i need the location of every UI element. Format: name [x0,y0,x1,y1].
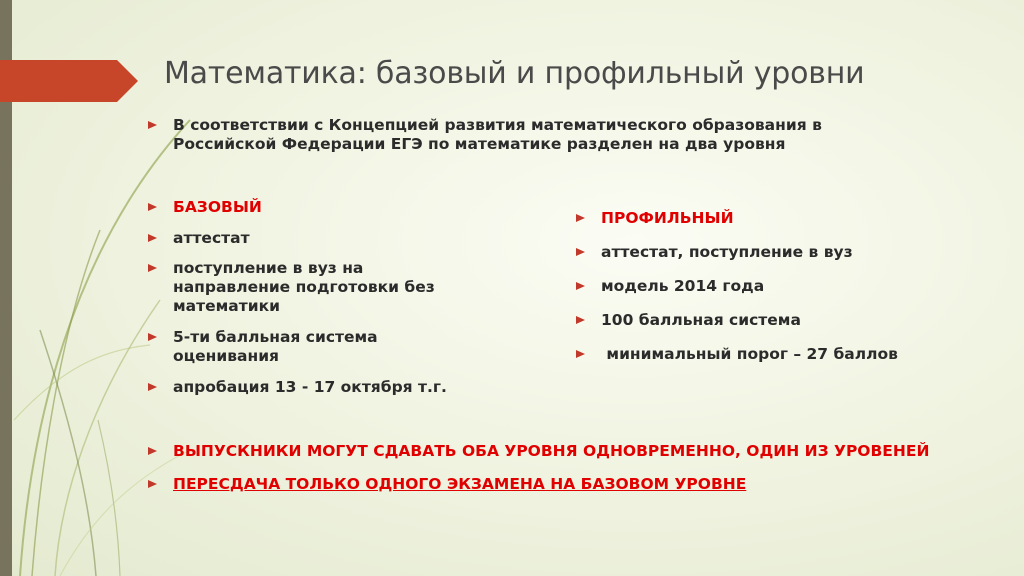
bullet-arrow-icon [148,447,157,455]
basic-heading [173,198,262,217]
profile-item-attestat-admission [601,243,853,262]
graduates-note [173,442,929,461]
page-title: Математика: базовый и профильный уровни [164,56,865,91]
bullet-arrow-icon [148,203,157,211]
bullet-arrow-icon [576,282,585,290]
basic-item-approbation [173,378,447,397]
intro-line-1: В соответствии с Концепцией развития математического образования в [173,116,822,134]
basic-item-1-text: аттестат [173,229,250,247]
bullet-arrow-icon [148,264,157,272]
retake-note [173,475,746,494]
intro-text [173,116,822,154]
basic-item-4-text: апробация 13 - 17 октября т.г. [173,378,447,396]
basic-item-2-line-1: поступление в вуз на [173,259,364,277]
basic-item-2-line-3: математики [173,297,280,315]
profile-item-3-text: 100 балльная система [601,311,801,329]
profile-item-grading [601,311,801,330]
profile-item-1-text: аттестат, поступление в вуз [601,243,853,261]
basic-item-2-line-2: направление подготовки без [173,278,435,296]
bullet-arrow-icon [148,383,157,391]
profile-heading-text: ПРОФИЛЬНЫЙ [601,209,734,227]
bullet-arrow-icon [148,121,157,129]
bullet-arrow-icon [148,234,157,242]
intro-line-2: Российской Федерации ЕГЭ по математике разделен на два уровня [173,135,786,153]
title-arrow-shape [0,60,138,102]
basic-item-3-line-2: оценивания [173,347,280,365]
basic-heading-text: БАЗОВЫЙ [173,198,262,216]
profile-item-2-text: модель 2014 года [601,277,765,295]
profile-heading [601,209,734,228]
profile-item-model [601,277,764,296]
bullet-arrow-icon [576,316,585,324]
bullet-arrow-icon [576,248,585,256]
graduates-note-text: ВЫПУСКНИКИ МОГУТ СДАВАТЬ ОБА УРОВНЯ ОДНОВРЕМЕННО, ОДИН ИЗ УРОВЕНЕЙ [173,442,930,460]
profile-item-threshold [601,345,898,364]
bullet-arrow-icon [576,214,585,222]
retake-note-text: ПЕРЕСДАЧА ТОЛЬКО ОДНОГО ЭКЗАМЕНА НА БАЗОВОМ УРОВНЕ [173,475,747,493]
bullet-arrow-icon [148,333,157,341]
basic-item-3-line-1: 5-ти балльная система [173,328,378,346]
basic-item-attestat [173,229,250,248]
basic-item-grading [173,328,378,366]
bullet-arrow-icon [576,350,585,358]
bullet-arrow-icon [148,480,157,488]
basic-item-admission [173,259,435,316]
profile-item-4-text: минимальный порог – 27 баллов [601,345,898,363]
